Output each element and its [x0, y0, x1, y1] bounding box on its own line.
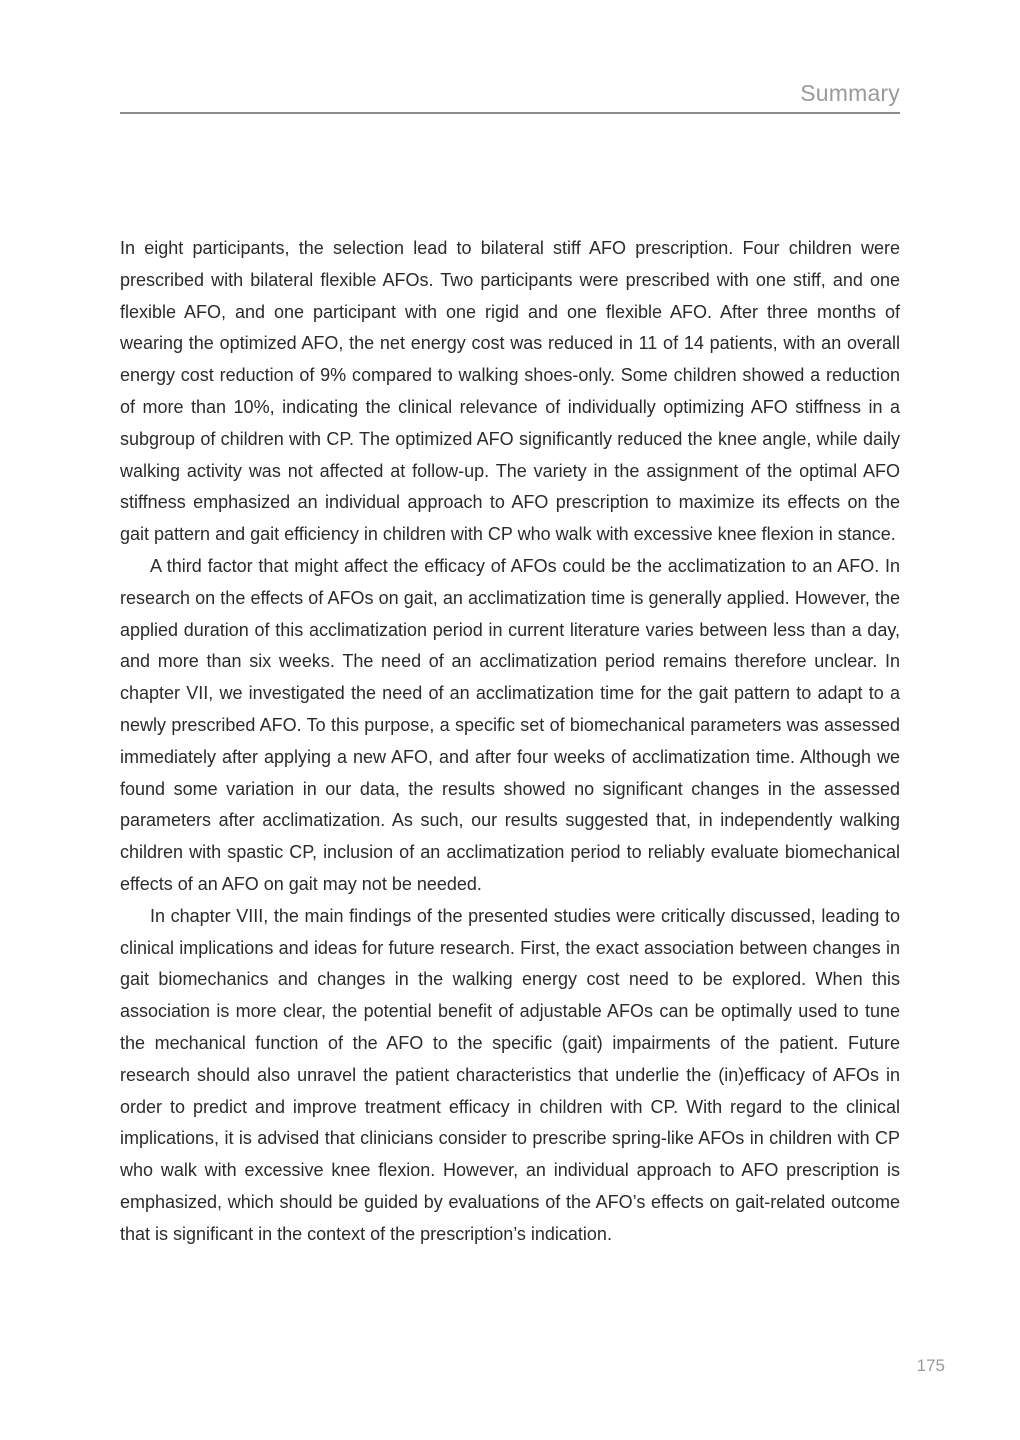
body-text: [120, 233, 900, 1251]
paragraph-1: In eight participants, the selection lead to bilateral stiff AFO prescription. Four children were prescribed with bilateral flexible AFOs. Two participants were prescribed with one stiff, and one flexible AFO, and one participant with one rigid and one flexible AFO. After three months of wearing the optimized AFO, the net energy cost was reduced in 11 of 14 patients, with an overall energy cost reduction of 9% compared to walking shoes-only. Some children showed a reduction of more than 10%, indicating the clinical relevance of individually optimizing AFO stiffness in a subgroup of children with CP. The optimized AFO significantly reduced the knee angle, while daily walking activity was not affected at follow-up. The variety in the assignment of the optimal AFO stiffness emphasized an individual approach to AFO prescription to maximize its effects on the gait pattern and gait efficiency in children with CP who walk with excessive knee flexion in stance.: [120, 238, 900, 545]
page-number: 175: [916, 1356, 945, 1375]
running-header: [120, 80, 900, 114]
running-header-title: Summary: [800, 80, 900, 106]
paragraph-2: A third factor that might affect the efficacy of AFOs could be the acclimatization to an AFO. In research on the effects of AFOs on gait, an acclimatization time is generally applied. However, the applied duration of this acclimatization period in current literature varies between less than a day, and more than six weeks. The need of an acclimatization period remains therefore unclear. In chapter VII, we investigated the need of an acclimatization time for the gait pattern to adapt to a newly prescribed AFO. To this purpose, a specific set of biomechanical parameters was assessed immediately after applying a new AFO, and after four weeks of acclimatization time. Although we found some variation in our data, the results showed no significant changes in the assessed parameters after acclimatization. As such, our results suggested that, in independently walking children with spastic CP, inclusion of an acclimatization period to reliably evaluate biomechanical effects of an AFO on gait may not be needed.: [120, 555, 900, 894]
paragraph-3: In chapter VIII, the main findings of the presented studies were critically discussed, leading to clinical implications and ideas for future research. First, the exact association between changes in gait biomechanics and changes in the walking energy cost need to be explored. When this association is more clear, the potential benefit of adjustable AFOs can be optimally used to tune the mechanical function of the AFO to the specific (gait) impairments of the patient. Future research should also unravel the patient characteristics that underlie the (in)efficacy of AFOs in order to predict and improve treatment efficacy in children with CP. With regard to the clinical implications, it is advised that clinicians consider to prescribe spring-like AFOs in children with CP who walk with excessive knee flexion. However, an individual approach to AFO prescription is emphasized, which should be guided by evaluations of the AFO’s effects on gait-related outcome that is significant in the context of the prescription’s indication.: [120, 905, 900, 1244]
